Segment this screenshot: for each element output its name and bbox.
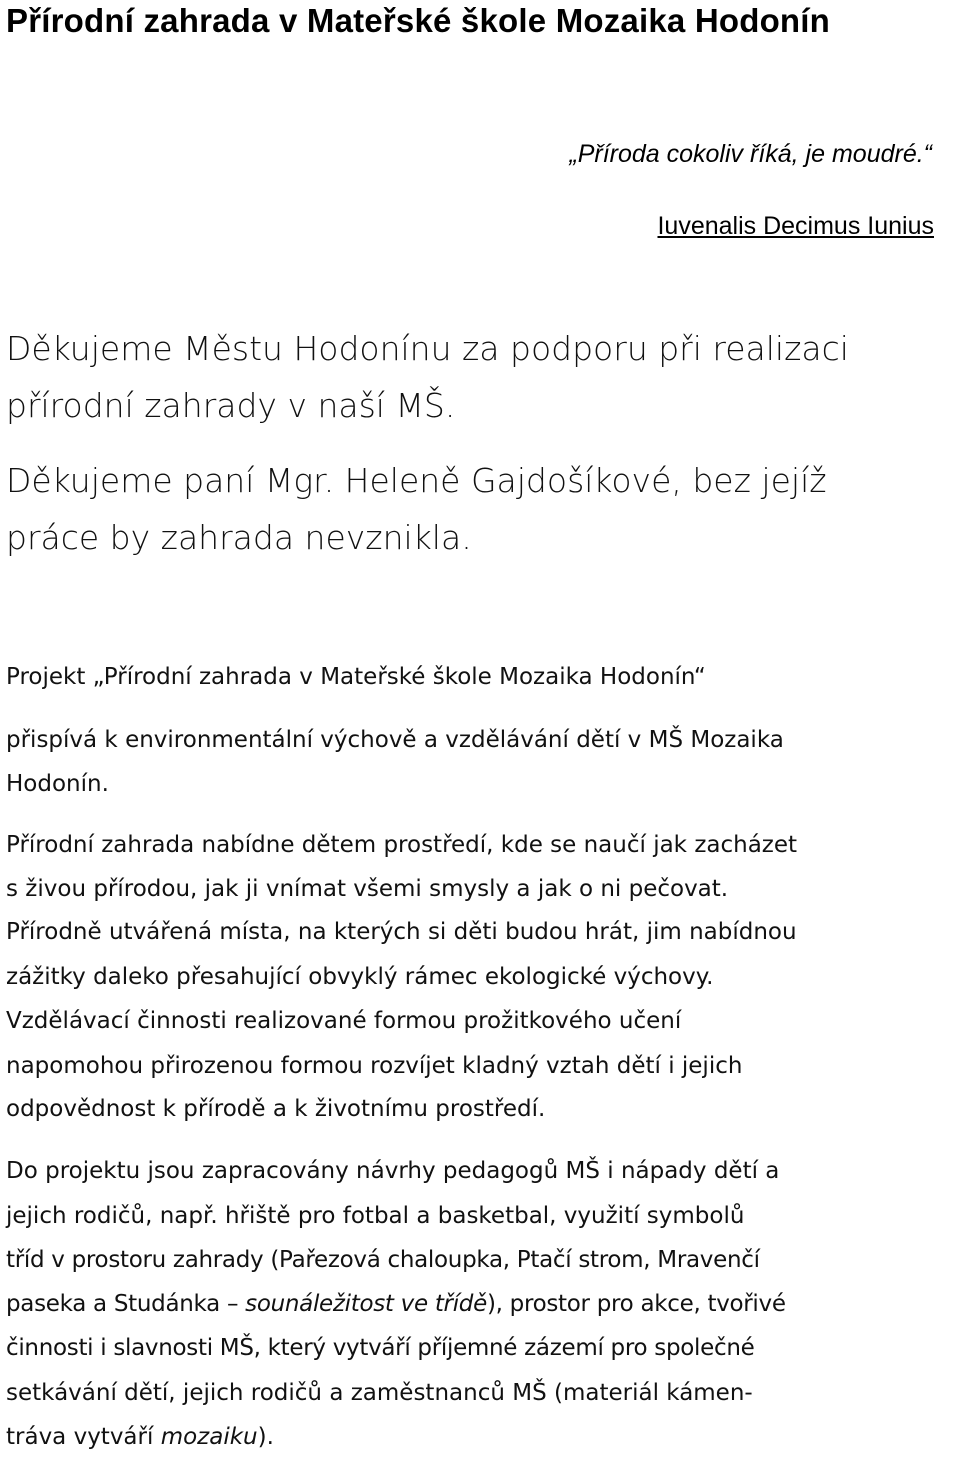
proposals-line-5: činnosti i slavnosti MŠ, který vytváří příjemné zázemí pro společné (6, 1335, 755, 1361)
quote-text: „Příroda cokoliv říká, je moudré.“ (569, 140, 932, 168)
proposals-line-7 (6, 1424, 274, 1450)
proposals-line-7-italic: mozaiku (160, 1424, 258, 1450)
proposals-line-4-end: ), prostor pro akce, tvořivé (486, 1291, 786, 1317)
project-line-3: Hodonín. (6, 771, 109, 797)
proposals-line-4-italic: sounáležitost ve třídě (245, 1291, 487, 1317)
thanks-line-4: práce by zahrada nevznikla. (6, 518, 472, 557)
project-line-1: Projekt „Přírodní zahrada v Mateřské škole Mozaika Hodonín“ (6, 664, 706, 690)
garden-line-5: Vzdělávací činnosti realizované formou prožitkového učení (6, 1008, 682, 1034)
garden-line-3: Přírodně utvářená místa, na kterých si děti budou hrát, jim nabídnou (6, 919, 797, 945)
quote-author: Iuvenalis Decimus Iunius (657, 212, 934, 240)
thanks-line-2: přírodní zahrady v naší MŠ. (6, 386, 456, 425)
thanks-line-3: Děkujeme paní Mgr. Heleně Gajdošíkové, bez jejíž (6, 461, 827, 500)
garden-line-1: Přírodní zahrada nabídne dětem prostředí, kde se naučí jak zacházet (6, 832, 798, 858)
proposals-line-7-start: tráva vytváří (6, 1424, 161, 1450)
garden-line-2: s živou přírodou, jak ji vnímat všemi smysly a jak o ni pečovat. (6, 876, 729, 902)
garden-line-6: napomohou přirozenou formou rozvíjet kladný vztah dětí i jejich (6, 1053, 743, 1079)
proposals-line-4 (6, 1291, 786, 1317)
proposals-line-3: tříd v prostoru zahrady (Pařezová chaloupka, Ptačí strom, Mravenčí (6, 1247, 760, 1273)
document-title: Přírodní zahrada v Mateřské škole Mozaika Hodonín (6, 2, 831, 39)
proposals-line-2: jejich rodičů, např. hřiště pro fotbal a basketbal, využití symbolů (6, 1203, 745, 1229)
thanks-line-1: Děkujeme Městu Hodonínu za podporu při realizaci (6, 329, 849, 368)
proposals-line-4-start: paseka a Studánka – (6, 1291, 246, 1317)
proposals-line-1: Do projektu jsou zapracovány návrhy pedagogů MŠ i nápady dětí a (6, 1158, 780, 1184)
project-line-2: přispívá k environmentální výchově a vzdělávání dětí v MŠ Mozaika (6, 727, 784, 753)
garden-line-4: zážitky daleko přesahující obvyklý rámec ekologické výchovy. (6, 964, 714, 990)
garden-line-7: odpovědnost k přírodě a k životnímu prostředí. (6, 1096, 546, 1122)
proposals-line-7-end: ). (257, 1424, 274, 1450)
proposals-line-6: setkávání dětí, jejich rodičů a zaměstnanců MŠ (materiál kámen- (6, 1380, 753, 1406)
